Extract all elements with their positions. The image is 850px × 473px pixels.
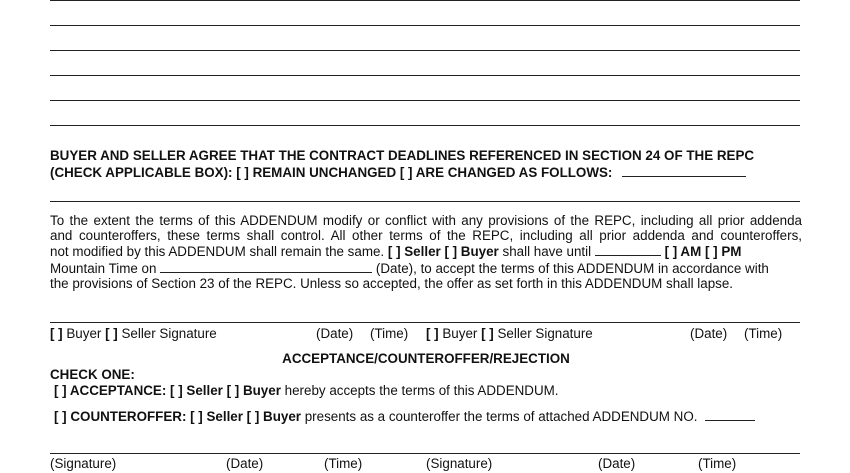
- terms-line-4-text: (Date), to accept the terms of this ADDENDUM in accordance with: [375, 260, 769, 276]
- seller-signature-label-1: Seller Signature: [121, 326, 217, 341]
- deadlines-changes-field[interactable]: [622, 164, 746, 177]
- terms-line-4: [50, 260, 802, 276]
- am-pm-checkboxes[interactable]: [ ] AM [ ] PM: [664, 244, 742, 260]
- time-label-4: (Time): [698, 456, 737, 471]
- signature-line-2[interactable]: [50, 453, 800, 454]
- buyer-label-1: Buyer: [66, 326, 102, 341]
- terms-line-4-label: Mountain Time on: [50, 260, 157, 276]
- seller-checkbox-2[interactable]: [ ]: [481, 326, 494, 341]
- blank-line-3[interactable]: [50, 50, 800, 51]
- counteroffer-row[interactable]: [54, 408, 755, 424]
- acceptance-row[interactable]: [54, 383, 559, 398]
- deadlines-heading: BUYER AND SELLER AGREE THAT THE CONTRACT DEADLINES REFERENCED IN SECTION 24 OF THE REPC: [50, 148, 755, 163]
- time-label-3: (Time): [324, 456, 363, 471]
- blank-line-4[interactable]: [50, 75, 800, 76]
- signature-line-1[interactable]: [50, 322, 800, 323]
- date-field[interactable]: [160, 260, 372, 273]
- seller-checkbox-1[interactable]: [ ]: [105, 326, 118, 341]
- terms-line-5: the provisions of Section 23 of the REPC. Unless so accepted, the offer as set forth in this ADDENDUM shall lapse.: [50, 275, 734, 291]
- terms-line-1: To the extent the terms of this ADDENDUM modify or conflict with any provisions of the REPC, including all prior addenda: [50, 213, 802, 228]
- deadlines-options-label: (CHECK APPLICABLE BOX): [ ] REMAIN UNCHANGED [ ] ARE CHANGED AS FOLLOWS:: [50, 165, 613, 180]
- signature-label-1: (Signature): [50, 456, 117, 471]
- buyer-label-2: Buyer: [442, 326, 478, 341]
- blank-line-2[interactable]: [50, 25, 800, 26]
- date-label-4: (Date): [598, 456, 636, 471]
- signature-label-2: (Signature): [426, 456, 493, 471]
- terms-line-3-text: not modified by this ADDENDUM shall remain the same.: [50, 244, 385, 260]
- acceptance-heading: ACCEPTANCE/COUNTEROFFER/REJECTION: [282, 351, 570, 366]
- terms-line-3: [50, 243, 802, 259]
- acceptance-text: hereby accepts the terms of this ADDENDUM.: [284, 383, 559, 398]
- terms-line-2: and counteroffers, these terms shall control. All other terms of the REPC, including all prior addenda and counteroffers,: [50, 228, 802, 244]
- terms-line-3-until: shall have until: [502, 244, 592, 260]
- addendum-number-field[interactable]: [705, 408, 755, 421]
- buyer-checkbox-1[interactable]: [ ]: [50, 326, 63, 341]
- seller-buyer-checkboxes[interactable]: [ ] Seller [ ] Buyer: [387, 244, 499, 260]
- time-label-2: (Time): [744, 326, 783, 341]
- blank-line-6[interactable]: [50, 125, 800, 126]
- deadlines-blank-line[interactable]: [50, 201, 800, 202]
- acceptance-checkboxes[interactable]: [ ] ACCEPTANCE: [ ] Seller [ ] Buyer: [54, 383, 281, 398]
- time-field[interactable]: [595, 243, 661, 256]
- buyer-checkbox-2[interactable]: [ ]: [426, 326, 439, 341]
- seller-signature-label-2: Seller Signature: [497, 326, 593, 341]
- blank-line-5[interactable]: [50, 100, 800, 101]
- date-label-3: (Date): [226, 456, 264, 471]
- terms-paragraph: [50, 213, 802, 291]
- date-label-2: (Date): [690, 326, 728, 341]
- counteroffer-text: presents as a counteroffer the terms of attached ADDENDUM NO.: [304, 409, 698, 424]
- blank-line-1[interactable]: [50, 0, 800, 1]
- time-label-1: (Time): [370, 326, 409, 341]
- counteroffer-checkboxes[interactable]: [ ] COUNTEROFFER: [ ] Seller [ ] Buyer: [54, 409, 301, 424]
- deadlines-options[interactable]: [50, 164, 746, 180]
- date-label-1: (Date): [316, 326, 354, 341]
- check-one-label: CHECK ONE:: [50, 367, 135, 382]
